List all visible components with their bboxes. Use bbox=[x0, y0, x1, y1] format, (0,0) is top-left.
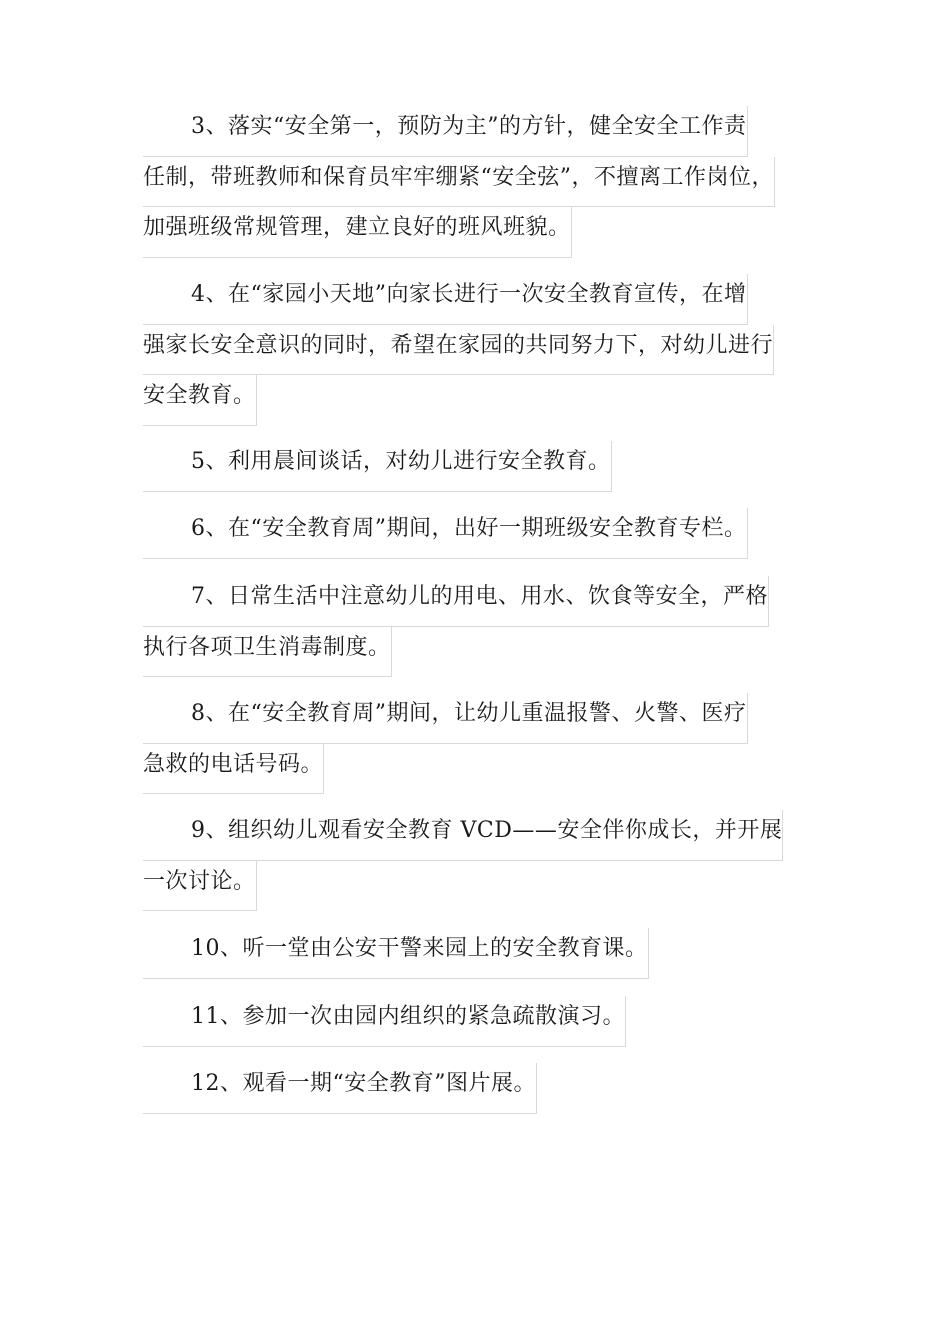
paragraph-item-3 bbox=[143, 106, 775, 258]
paragraph-line: 一次讨论。 bbox=[143, 861, 257, 912]
paragraph-line: 9、组织幼儿观看安全教育 VCD——安全伴你成长，并开展 bbox=[143, 810, 783, 861]
paragraph-line: 4、在“家园小天地”向家长进行一次安全教育宣传，在增 bbox=[143, 274, 748, 325]
paragraph-line: 3、落实“安全第一，预防为主”的方针，健全安全工作责 bbox=[143, 106, 748, 157]
paragraph-line: 11、参加一次由园内组织的紧急疏散演习。 bbox=[143, 996, 626, 1047]
paragraph-line: 10、听一堂由公安干警来园上的安全教育课。 bbox=[143, 928, 649, 979]
paragraph-line: 强家长安全意识的同时，希望在家园的共同努力下，对幼儿进行 bbox=[143, 325, 774, 376]
paragraph-item-6 bbox=[143, 508, 748, 559]
paragraph-line: 12、观看一期“安全教育”图片展。 bbox=[143, 1063, 537, 1114]
paragraph-line: 任制，带班教师和保育员牢牢绷紧“安全弦”，不擅离工作岗位， bbox=[143, 157, 775, 208]
paragraph-line: 加强班级常规管理，建立良好的班风班貌。 bbox=[143, 207, 572, 258]
paragraph-item-8 bbox=[143, 693, 748, 794]
paragraph-item-4 bbox=[143, 274, 774, 426]
paragraph-line: 执行各项卫生消毒制度。 bbox=[143, 627, 392, 678]
paragraph-line: 安全教育。 bbox=[143, 375, 257, 426]
paragraph-line: 7、日常生活中注意幼儿的用电、用水、饮食等安全，严格 bbox=[143, 576, 769, 627]
paragraph-item-11 bbox=[143, 996, 626, 1047]
paragraph-item-10 bbox=[143, 928, 649, 979]
paragraph-item-9 bbox=[143, 810, 783, 911]
paragraph-line: 急救的电话号码。 bbox=[143, 744, 324, 795]
paragraph-line: 8、在“安全教育周”期间，让幼儿重温报警、火警、医疗 bbox=[143, 693, 748, 744]
paragraph-item-12 bbox=[143, 1063, 537, 1114]
paragraph-item-5 bbox=[143, 441, 612, 492]
paragraph-item-7 bbox=[143, 576, 769, 677]
paragraph-line: 6、在“安全教育周”期间，出好一期班级安全教育专栏。 bbox=[143, 508, 748, 559]
paragraph-line: 5、利用晨间谈话，对幼儿进行安全教育。 bbox=[143, 441, 612, 492]
